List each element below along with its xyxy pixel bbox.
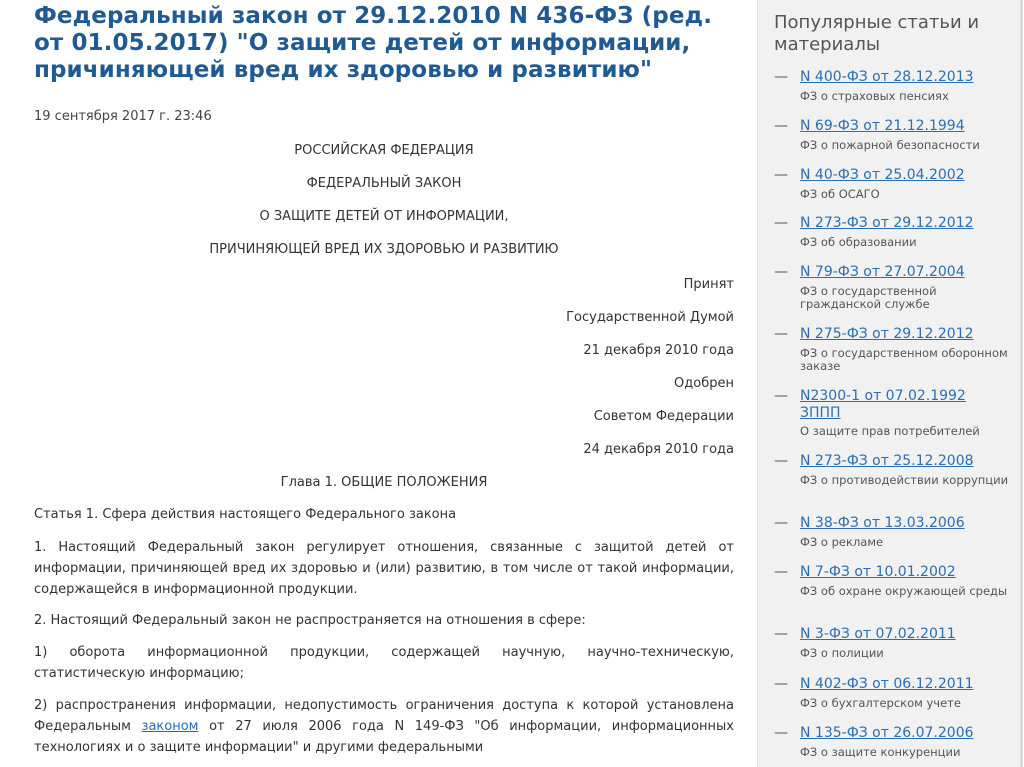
article-title: Федеральный закон от 29.12.2010 N 436-ФЗ (ред. от 01.05.2017) "О защите детей от информации, причиняющей вред их здоровью и развитию" <box>34 3 713 83</box>
list-dash: — <box>774 167 788 183</box>
approved-date: 24 декабря 2010 года <box>583 442 734 457</box>
list-dash: — <box>774 453 788 469</box>
sidebar-link[interactable]: N 3-ФЗ от 07.02.2011 <box>800 626 956 642</box>
paragraph-4 <box>34 695 734 758</box>
sidebar-desc: ФЗ о противодействии коррупции <box>800 473 1009 487</box>
list-dash: — <box>774 626 788 642</box>
sidebar-link[interactable]: N 79-ФЗ от 27.07.2004 <box>800 264 965 280</box>
list-dash: — <box>774 118 788 134</box>
approved-by: Советом Федерации <box>593 409 734 424</box>
list-dash: — <box>774 215 788 231</box>
list-dash: — <box>774 725 788 741</box>
list-dash: — <box>774 515 788 531</box>
heading-law-title-line1: О ЗАЩИТЕ ДЕТЕЙ ОТ ИНФОРМАЦИИ, <box>259 209 509 224</box>
paragraph-4-text: 2) распространения информации, недопустимость ограничения доступа к которой установлена Федеральным <box>34 698 734 734</box>
list-dash: — <box>774 564 788 580</box>
publish-date: 19 сентября 2017 г. 23:46 <box>34 109 212 124</box>
paragraph-4-text-end: от 27 июля 2006 года N 149-ФЗ "Об информации, информационных технологиях и о защите информации" и другими федеральными <box>34 719 734 755</box>
chapter-heading: Глава 1. ОБЩИЕ ПОЛОЖЕНИЯ <box>280 475 488 490</box>
scrollbar-edge[interactable] <box>1020 0 1023 767</box>
sidebar-link[interactable]: N 7-ФЗ от 10.01.2002 <box>800 564 956 580</box>
paragraph-2: 2. Настоящий Федеральный закон не распространяется на отношения в сфере: <box>34 613 586 628</box>
article-content <box>34 0 734 758</box>
sidebar-link[interactable]: N 135-ФЗ от 26.07.2006 <box>800 725 974 741</box>
sidebar-link[interactable]: N 273-ФЗ от 29.12.2012 <box>800 215 974 231</box>
sidebar-link[interactable]: N 40-ФЗ от 25.04.2002 <box>800 167 965 183</box>
sidebar-link[interactable]: N 400-ФЗ от 28.12.2013 <box>800 69 974 85</box>
sidebar-desc: ФЗ о бухгалтерском учете <box>800 696 961 710</box>
sidebar-link[interactable]: N 273-ФЗ от 25.12.2008 <box>800 453 974 469</box>
heading-law-type: ФЕДЕРАЛЬНЫЙ ЗАКОН <box>306 176 462 191</box>
sidebar-desc: ФЗ о государственной гражданской службе <box>800 284 937 311</box>
sidebar-desc: ФЗ о защите конкуренции <box>800 745 961 759</box>
heading-law-title-line2: ПРИЧИНЯЮЩЕЙ ВРЕД ИХ ЗДОРОВЬЮ И РАЗВИТИЮ <box>209 242 559 257</box>
adopted-date: 21 декабря 2010 года <box>583 343 734 358</box>
sidebar-link[interactable]: N2300-1 от 07.02.1992 ЗППП <box>800 388 966 421</box>
sidebar-desc: ФЗ о государственном оборонном заказе <box>800 346 1008 373</box>
sidebar-desc: ФЗ об ОСАГО <box>800 187 880 201</box>
sidebar-desc: ФЗ о полиции <box>800 646 884 660</box>
article-heading: Статья 1. Сфера действия настоящего Федерального закона <box>34 507 457 522</box>
law-link[interactable]: законом <box>141 719 199 734</box>
sidebar-desc: ФЗ об охране окружающей среды <box>800 584 1008 598</box>
sidebar-desc: ФЗ об образовании <box>800 235 917 249</box>
sidebar-link[interactable]: N 69-ФЗ от 21.12.1994 <box>800 118 965 134</box>
sidebar-desc: ФЗ о страховых пенсиях <box>800 89 949 103</box>
sidebar-link[interactable]: N 402-ФЗ от 06.12.2011 <box>800 676 974 692</box>
sidebar-title: Популярные статьи и материалы <box>774 12 980 55</box>
paragraph-3: 1) оборота информационной продукции, содержащей научную, научно-техническую, статистическую информацию; <box>34 645 734 681</box>
adopted-label: Принят <box>683 277 734 292</box>
sidebar-desc: ФЗ о пожарной безопасности <box>800 138 980 152</box>
list-dash: — <box>774 69 788 85</box>
list-dash: — <box>774 676 788 692</box>
sidebar-desc: О защите прав потребителей <box>800 424 980 438</box>
approved-label: Одобрен <box>674 376 734 391</box>
sidebar-link[interactable]: N 275-ФЗ от 29.12.2012 <box>800 326 974 342</box>
heading-country: РОССИЙСКАЯ ФЕДЕРАЦИЯ <box>294 143 474 158</box>
adopted-by: Государственной Думой <box>566 310 734 325</box>
sidebar-desc: ФЗ о рекламе <box>800 535 884 549</box>
sidebar-link[interactable]: N 38-ФЗ от 13.03.2006 <box>800 515 965 531</box>
sidebar-popular <box>757 0 1023 767</box>
list-dash: — <box>774 326 788 342</box>
list-dash: — <box>774 388 788 404</box>
list-dash: — <box>774 264 788 280</box>
paragraph-1: 1. Настоящий Федеральный закон регулирует отношения, связанные с защитой детей от информации, причиняющей вред их здоровью и (или) развитию, в том числе от такой информации, содержащейся в информационной продукции. <box>34 540 734 597</box>
